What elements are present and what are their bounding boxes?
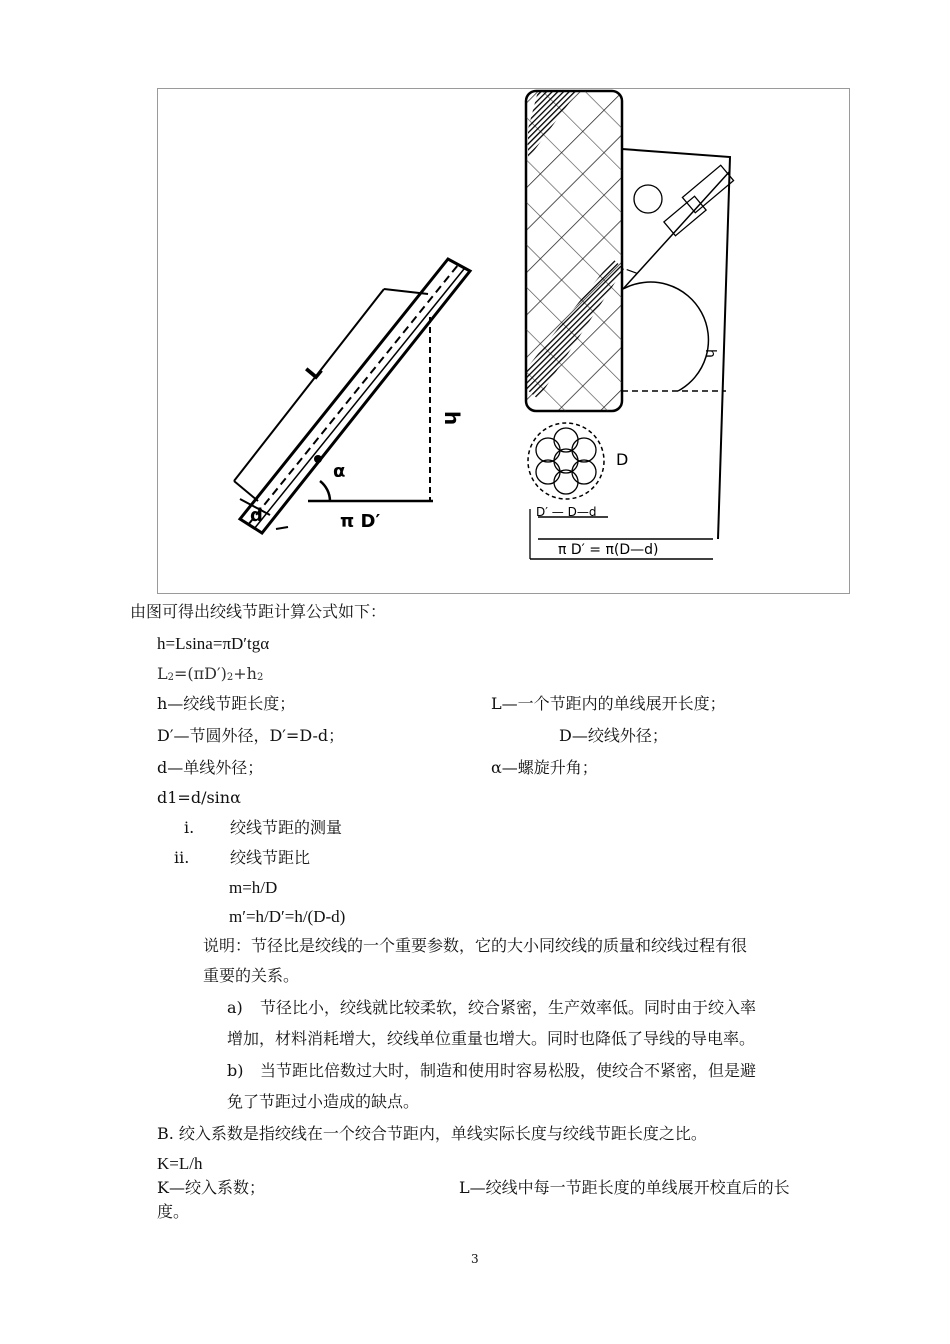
def-d: d—单线外径； [157,758,264,777]
def-L: L—一个节距内的单线展开长度； [491,694,726,713]
section-b-text: B. 绞入系数是指绞线在一个绞合节距内，单线实际长度与绞线节距长度之比。 [157,1124,707,1143]
explain-a-line-2: 增加，材料消耗增大，绞线单位重量也增大。同时也降低了导线的导电率。 [227,1029,756,1048]
label-Dprime: D′ — D—d [536,505,597,519]
formula-K: K=L/h [157,1154,203,1173]
left-wire-diagram [234,259,470,533]
label-piD-formula: π D′ = π(D—d) [558,542,659,558]
explain-b-line-2: 免了节距过小造成的缺点。 [227,1092,420,1111]
label-l: l [624,267,642,277]
def-L-developed-line-1: L—绞线中每一节距长度的单线展开校直后的长 [459,1178,790,1197]
def-alpha: α—螺旋升角； [491,758,598,777]
formula-d1: d1=d/sinα [157,788,241,807]
figure-stranding-geometry [157,88,850,594]
def-h: h—绞线节距长度； [157,694,296,713]
list-item-i-number: i. [184,818,195,837]
right-strand-diagram [526,91,734,559]
label-D: D [616,450,629,469]
formula-h: h=Lsina=πD′tgα [157,634,270,653]
explain-a-line-1: 节径比小，绞线就比较柔软，绞合紧密，生产效率低。同时由于绞入率 [260,998,757,1017]
label-h-left: h [440,411,464,426]
explain-line-2: 重要的关系。 [203,966,300,985]
explain-b-number: b) [227,1061,244,1080]
list-item-i-text: 绞线节距的测量 [230,818,343,837]
explain-line-1: 说明：节径比是绞线的一个重要参数，它的大小同绞线的质量和绞线过程有很 [203,936,748,955]
list-item-ii-text: 绞线节距比 [230,848,311,867]
page-number: 3 [471,1252,479,1266]
stranding-diagram [158,89,851,595]
explain-b-line-1: 当节距比倍数过大时，制造和使用时容易松股，使绞合不紧密，但是避 [260,1061,757,1080]
label-alpha: α [333,461,346,482]
def-K: K—绞入系数； [157,1178,265,1197]
list-item-ii-number: ii. [174,848,190,867]
caption: 由图可得出绞线节距计算公式如下： [130,602,387,621]
def-Dprime: D′—节圆外径，D′=D-d； [157,726,345,745]
label-L: L [300,359,328,385]
formula-m: m=h/D [229,878,278,897]
label-d: d [250,505,263,526]
explain-a-number: a) [227,998,243,1017]
def-D: D—绞线外径； [559,726,668,745]
def-L-developed-line-2: 度。 [157,1202,190,1221]
formula-L-squared: L2=(πD′)2+h2 [157,664,264,683]
formula-m-prime: m′=h/D′=h/(D-d) [229,907,346,926]
label-piD: π D′ [340,511,381,532]
label-h-right: h [702,349,718,358]
